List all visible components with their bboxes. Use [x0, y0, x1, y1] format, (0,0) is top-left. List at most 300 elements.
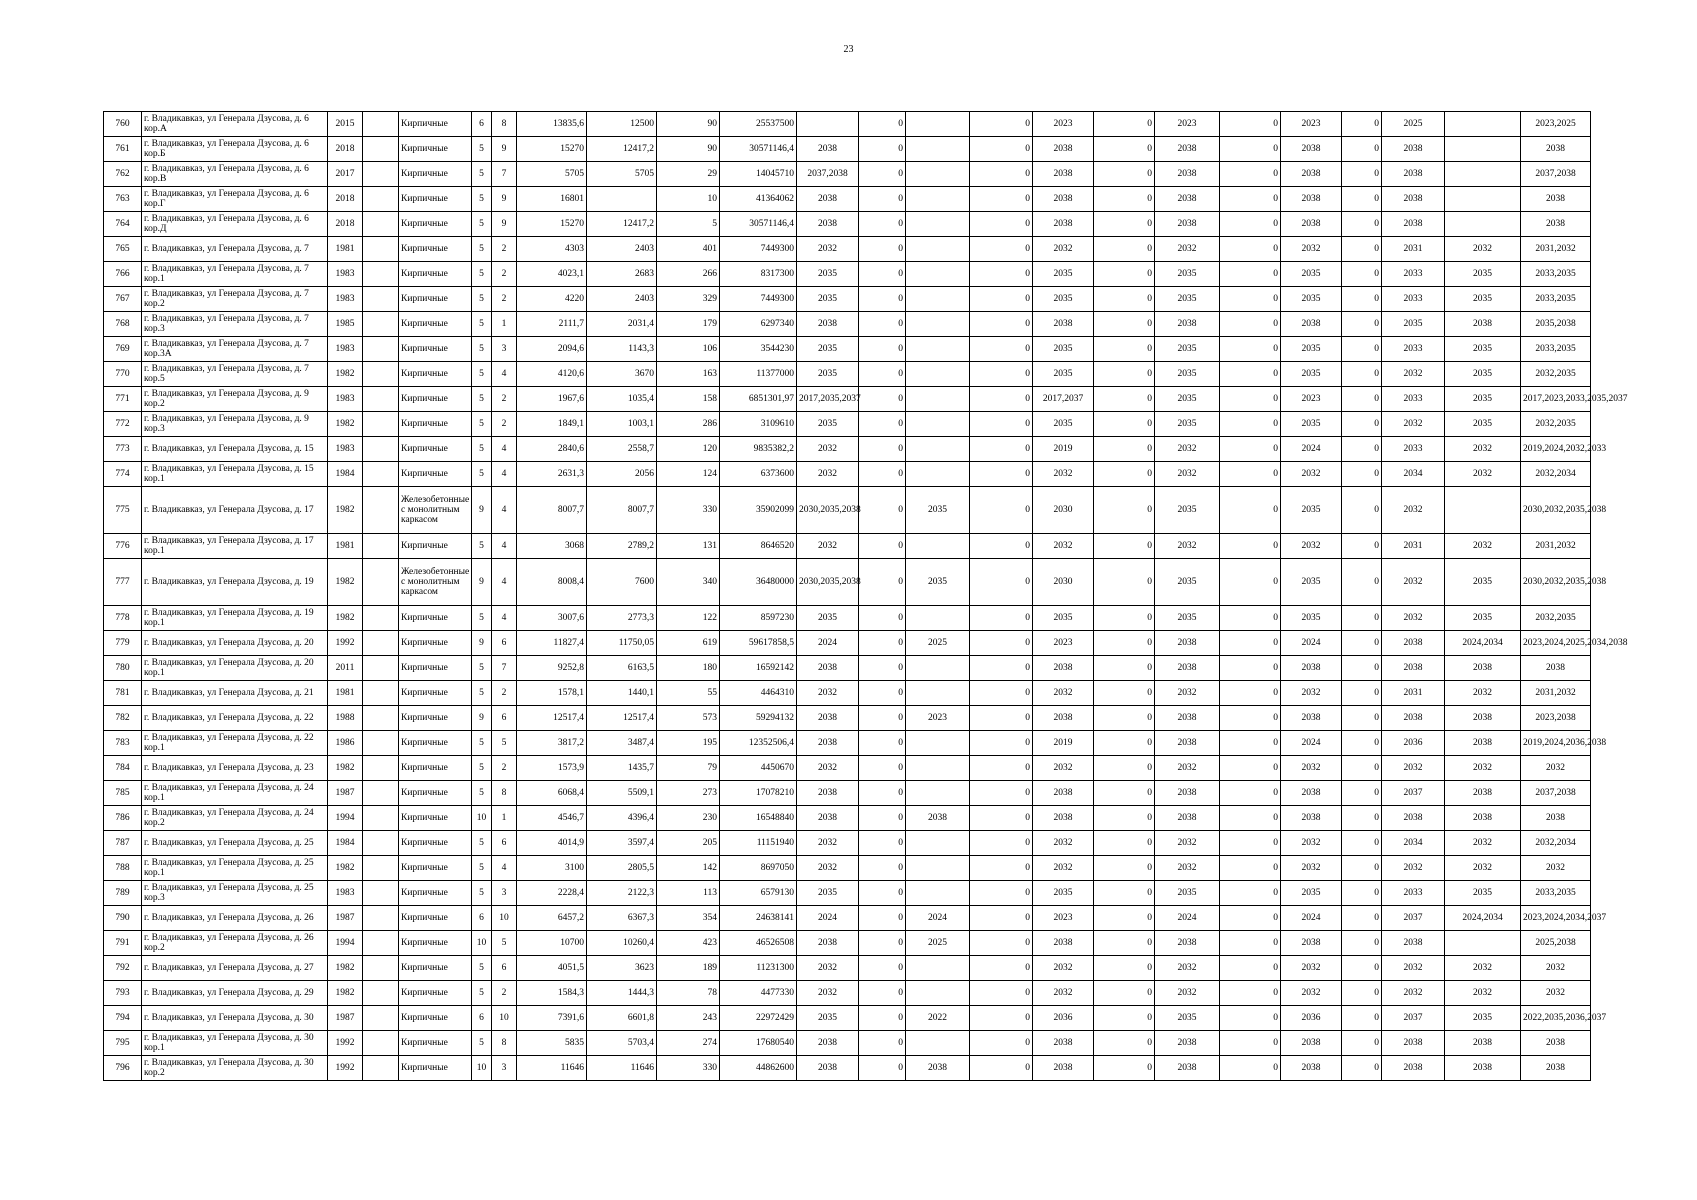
cell-residents: 124 [657, 462, 720, 487]
cell-col22: 2038 [1445, 706, 1521, 731]
cell-col17: 2038 [1155, 806, 1220, 831]
cell-area-living: 2031,4 [587, 312, 657, 337]
cell-row-number: 786 [104, 806, 142, 831]
cell-col12: 0 [859, 781, 906, 806]
cell-col19: 2038 [1281, 162, 1342, 187]
cell-col3 [363, 287, 399, 312]
cell-wall-material: Кирпичные [399, 981, 472, 1006]
cell-col17: 2023 [1155, 112, 1220, 137]
cell-row-number: 767 [104, 287, 142, 312]
cell-area-total: 1573,9 [517, 756, 587, 781]
cell-col16: 0 [1094, 312, 1155, 337]
cell-year-built: 1982 [328, 756, 363, 781]
cell-year-built: 1981 [328, 237, 363, 262]
cell-col22: 2035 [1445, 559, 1521, 606]
cell-row-number: 782 [104, 706, 142, 731]
cell-address: г. Владикавказ, ул Генерала Дзусова, д. 25 кор.1 [142, 856, 328, 881]
cell-floors: 6 [472, 906, 492, 931]
table-row [104, 781, 1591, 806]
cell-col11: 2038 [797, 931, 859, 956]
cell-col18: 0 [1220, 831, 1281, 856]
cell-col21: 2038 [1382, 706, 1445, 731]
cell-col22: 2032 [1445, 237, 1521, 262]
cell-entrances: 2 [492, 412, 517, 437]
cell-address: г. Владикавказ, ул Генерала Дзусова, д. 17 кор.1 [142, 534, 328, 559]
cell-col18: 0 [1220, 706, 1281, 731]
cell-col14: 0 [970, 312, 1033, 337]
table-row [104, 212, 1591, 237]
cell-col12: 0 [859, 731, 906, 756]
cell-area-living: 1444,3 [587, 981, 657, 1006]
cell-cost: 16548840 [720, 806, 797, 831]
cell-col15: 2023 [1033, 112, 1094, 137]
cell-address: г. Владикавказ, ул Генерала Дзусова, д. 30 кор.1 [142, 1031, 328, 1056]
cell-col11: 2030,2035,2038 [797, 559, 859, 606]
cell-entrances: 3 [492, 881, 517, 906]
cell-col11: 2032 [797, 981, 859, 1006]
cell-col17: 2035 [1155, 412, 1220, 437]
cell-col14: 0 [970, 731, 1033, 756]
cell-col15: 2038 [1033, 781, 1094, 806]
cell-floors: 5 [472, 1031, 492, 1056]
cell-wall-material: Кирпичные [399, 162, 472, 187]
cell-col13 [906, 112, 970, 137]
cell-area-total: 2631,3 [517, 462, 587, 487]
cell-col18: 0 [1220, 312, 1281, 337]
cell-col11: 2038 [797, 137, 859, 162]
cell-cost: 14045710 [720, 162, 797, 187]
cell-col21: 2032 [1382, 362, 1445, 387]
cell-col13: 2024 [906, 906, 970, 931]
cell-col21: 2038 [1382, 212, 1445, 237]
cell-col18: 0 [1220, 656, 1281, 681]
cell-col23: 2038 [1521, 1031, 1591, 1056]
cell-col15: 2038 [1033, 656, 1094, 681]
cell-row-number: 772 [104, 412, 142, 437]
cell-address: г. Владикавказ, ул Генерала Дзусова, д. 22 кор.1 [142, 731, 328, 756]
cell-col3 [363, 112, 399, 137]
cell-address: г. Владикавказ, ул Генерала Дзусова, д. 7 кор.3А [142, 337, 328, 362]
cell-col16: 0 [1094, 462, 1155, 487]
cell-year-built: 1986 [328, 731, 363, 756]
table-row [104, 559, 1591, 606]
cell-col18: 0 [1220, 362, 1281, 387]
cell-col17: 2032 [1155, 534, 1220, 559]
table-row [104, 462, 1591, 487]
cell-col21: 2033 [1382, 262, 1445, 287]
cell-col12: 0 [859, 237, 906, 262]
cell-area-total: 3100 [517, 856, 587, 881]
cell-col11 [797, 112, 859, 137]
cell-col19: 2032 [1281, 237, 1342, 262]
cell-col22: 2038 [1445, 781, 1521, 806]
cell-col3 [363, 162, 399, 187]
cell-col20: 0 [1342, 831, 1382, 856]
cell-col14: 0 [970, 337, 1033, 362]
cell-col21: 2037 [1382, 906, 1445, 931]
cell-col19: 2038 [1281, 706, 1342, 731]
cell-col11: 2038 [797, 312, 859, 337]
cell-area-living [587, 187, 657, 212]
table-row [104, 956, 1591, 981]
cell-col3 [363, 956, 399, 981]
cell-wall-material: Кирпичные [399, 631, 472, 656]
cell-col18: 0 [1220, 412, 1281, 437]
cell-wall-material: Железобетонные с монолитным каркасом [399, 487, 472, 534]
cell-col15: 2038 [1033, 212, 1094, 237]
cell-col15: 2032 [1033, 956, 1094, 981]
cell-col19: 2032 [1281, 681, 1342, 706]
cell-col18: 0 [1220, 187, 1281, 212]
table-row [104, 731, 1591, 756]
cell-col11: 2032 [797, 831, 859, 856]
cell-wall-material: Кирпичные [399, 462, 472, 487]
cell-col21: 2036 [1382, 731, 1445, 756]
cell-col17: 2032 [1155, 831, 1220, 856]
table-row [104, 437, 1591, 462]
cell-cost: 12352506,4 [720, 731, 797, 756]
cell-year-built: 1981 [328, 681, 363, 706]
cell-col18: 0 [1220, 462, 1281, 487]
cell-col22: 2038 [1445, 312, 1521, 337]
table-row [104, 287, 1591, 312]
cell-residents: 195 [657, 731, 720, 756]
cell-area-living: 4396,4 [587, 806, 657, 831]
cell-address: г. Владикавказ, ул Генерала Дзусова, д. 24 кор.1 [142, 781, 328, 806]
cell-col19: 2032 [1281, 856, 1342, 881]
cell-col23: 2032,2035 [1521, 362, 1591, 387]
cell-col3 [363, 881, 399, 906]
cell-entrances: 2 [492, 756, 517, 781]
cell-col16: 0 [1094, 731, 1155, 756]
cell-cost: 4464310 [720, 681, 797, 706]
cell-cost: 59294132 [720, 706, 797, 731]
cell-residents: 79 [657, 756, 720, 781]
cell-row-number: 778 [104, 606, 142, 631]
cell-col19: 2035 [1281, 881, 1342, 906]
cell-entrances: 4 [492, 362, 517, 387]
cell-cost: 4450670 [720, 756, 797, 781]
cell-year-built: 1983 [328, 387, 363, 412]
cell-col14: 0 [970, 856, 1033, 881]
cell-entrances: 2 [492, 387, 517, 412]
cell-col19: 2023 [1281, 112, 1342, 137]
cell-col22: 2038 [1445, 731, 1521, 756]
cell-area-total: 4120,6 [517, 362, 587, 387]
cell-area-total: 2094,6 [517, 337, 587, 362]
cell-col18: 0 [1220, 262, 1281, 287]
cell-col16: 0 [1094, 212, 1155, 237]
cell-entrances: 4 [492, 559, 517, 606]
cell-col17: 2035 [1155, 337, 1220, 362]
cell-col13: 2023 [906, 706, 970, 731]
cell-residents: 90 [657, 137, 720, 162]
cell-row-number: 765 [104, 237, 142, 262]
cell-year-built: 1992 [328, 1031, 363, 1056]
cell-col3 [363, 806, 399, 831]
cell-year-built: 1982 [328, 856, 363, 881]
cell-col22: 2038 [1445, 1056, 1521, 1081]
cell-col17: 2038 [1155, 1031, 1220, 1056]
cell-wall-material: Кирпичные [399, 137, 472, 162]
cell-col13: 2025 [906, 931, 970, 956]
cell-col14: 0 [970, 559, 1033, 606]
cell-col15: 2038 [1033, 806, 1094, 831]
cell-floors: 5 [472, 412, 492, 437]
cell-entrances: 10 [492, 906, 517, 931]
cell-row-number: 764 [104, 212, 142, 237]
table-row [104, 262, 1591, 287]
cell-col23: 2023,2024,2025,2034,2038 [1521, 631, 1591, 656]
cell-row-number: 783 [104, 731, 142, 756]
cell-col23: 2032 [1521, 956, 1591, 981]
cell-floors: 5 [472, 212, 492, 237]
cell-row-number: 796 [104, 1056, 142, 1081]
cell-col13 [906, 781, 970, 806]
cell-col23: 2038 [1521, 1056, 1591, 1081]
cell-col23: 2025,2038 [1521, 931, 1591, 956]
cell-col17: 2032 [1155, 756, 1220, 781]
cell-col14: 0 [970, 656, 1033, 681]
cell-col15: 2030 [1033, 559, 1094, 606]
cell-col23: 2030,2032,2035,2038 [1521, 487, 1591, 534]
cell-floors: 5 [472, 856, 492, 881]
cell-col18: 0 [1220, 806, 1281, 831]
cell-area-total: 4220 [517, 287, 587, 312]
cell-col23: 2023,2024,2034,2037 [1521, 906, 1591, 931]
cell-col3 [363, 462, 399, 487]
cell-col13 [906, 606, 970, 631]
cell-col19: 2032 [1281, 756, 1342, 781]
cell-area-living: 2056 [587, 462, 657, 487]
cell-col23: 2019,2024,2032,2033 [1521, 437, 1591, 462]
cell-col13: 2035 [906, 487, 970, 534]
cell-row-number: 766 [104, 262, 142, 287]
cell-col11: 2017,2035,2037 [797, 387, 859, 412]
cell-col22: 2035 [1445, 387, 1521, 412]
cell-wall-material: Кирпичные [399, 187, 472, 212]
cell-area-total: 5835 [517, 1031, 587, 1056]
cell-col13 [906, 856, 970, 881]
cell-col16: 0 [1094, 337, 1155, 362]
cell-col14: 0 [970, 262, 1033, 287]
cell-col14: 0 [970, 362, 1033, 387]
cell-col18: 0 [1220, 534, 1281, 559]
cell-row-number: 760 [104, 112, 142, 137]
cell-row-number: 770 [104, 362, 142, 387]
cell-col20: 0 [1342, 462, 1382, 487]
cell-col12: 0 [859, 831, 906, 856]
cell-col17: 2038 [1155, 162, 1220, 187]
cell-row-number: 787 [104, 831, 142, 856]
cell-floors: 5 [472, 681, 492, 706]
cell-col17: 2035 [1155, 262, 1220, 287]
cell-wall-material: Кирпичные [399, 1056, 472, 1081]
cell-col21: 2033 [1382, 387, 1445, 412]
cell-wall-material: Кирпичные [399, 1031, 472, 1056]
cell-col13 [906, 956, 970, 981]
cell-col17: 2038 [1155, 706, 1220, 731]
cell-floors: 5 [472, 462, 492, 487]
cell-year-built: 1983 [328, 262, 363, 287]
cell-col3 [363, 559, 399, 606]
cell-floors: 10 [472, 806, 492, 831]
cell-col16: 0 [1094, 706, 1155, 731]
cell-col21: 2038 [1382, 931, 1445, 956]
cell-area-total: 4023,1 [517, 262, 587, 287]
cell-col18: 0 [1220, 1056, 1281, 1081]
cell-col17: 2035 [1155, 387, 1220, 412]
cell-col23: 2032 [1521, 981, 1591, 1006]
cell-area-total: 4014,9 [517, 831, 587, 856]
cell-col23: 2038 [1521, 806, 1591, 831]
cell-col21: 2031 [1382, 237, 1445, 262]
cell-entrances: 7 [492, 162, 517, 187]
cell-col12: 0 [859, 881, 906, 906]
cell-cost: 17680540 [720, 1031, 797, 1056]
cell-row-number: 791 [104, 931, 142, 956]
cell-col22 [1445, 931, 1521, 956]
cell-entrances: 8 [492, 112, 517, 137]
cell-col15: 2035 [1033, 262, 1094, 287]
table-row [104, 1056, 1591, 1081]
cell-entrances: 2 [492, 981, 517, 1006]
cell-floors: 5 [472, 956, 492, 981]
cell-year-built: 1982 [328, 956, 363, 981]
cell-entrances: 4 [492, 487, 517, 534]
cell-cost: 24638141 [720, 906, 797, 931]
cell-col11: 2035 [797, 1006, 859, 1031]
cell-col14: 0 [970, 981, 1033, 1006]
cell-area-total: 10700 [517, 931, 587, 956]
cell-area-living: 3597,4 [587, 831, 657, 856]
cell-col23: 2033,2035 [1521, 262, 1591, 287]
cell-area-total: 7391,6 [517, 1006, 587, 1031]
cell-entrances: 5 [492, 931, 517, 956]
cell-col21: 2032 [1382, 606, 1445, 631]
cell-col13 [906, 162, 970, 187]
cell-col19: 2032 [1281, 981, 1342, 1006]
cell-col19: 2038 [1281, 656, 1342, 681]
cell-col15: 2032 [1033, 237, 1094, 262]
cell-year-built: 1987 [328, 781, 363, 806]
cell-row-number: 784 [104, 756, 142, 781]
table-row [104, 337, 1591, 362]
cell-address: г. Владикавказ, ул Генерала Дзусова, д. 15 [142, 437, 328, 462]
table-row [104, 1031, 1591, 1056]
cell-floors: 5 [472, 387, 492, 412]
cell-address: г. Владикавказ, ул Генерала Дзусова, д. 30 [142, 1006, 328, 1031]
cell-col19: 2038 [1281, 1031, 1342, 1056]
cell-floors: 5 [472, 831, 492, 856]
cell-col19: 2035 [1281, 337, 1342, 362]
cell-col21: 2038 [1382, 806, 1445, 831]
cell-floors: 9 [472, 706, 492, 731]
cell-address: г. Владикавказ, ул Генерала Дзусова, д. 24 кор.2 [142, 806, 328, 831]
cell-col20: 0 [1342, 781, 1382, 806]
cell-residents: 5 [657, 212, 720, 237]
cell-year-built: 1982 [328, 606, 363, 631]
cell-col13 [906, 462, 970, 487]
cell-col14: 0 [970, 387, 1033, 412]
cell-entrances: 4 [492, 437, 517, 462]
housing-registry-table [103, 111, 1628, 1081]
cell-address: г. Владикавказ, ул Генерала Дзусова, д. 7 [142, 237, 328, 262]
cell-col16: 0 [1094, 1006, 1155, 1031]
table-row [104, 806, 1591, 831]
cell-col22: 2032 [1445, 462, 1521, 487]
cell-col21: 2038 [1382, 1031, 1445, 1056]
cell-wall-material: Кирпичные [399, 956, 472, 981]
cell-col15: 2036 [1033, 1006, 1094, 1031]
cell-col11: 2035 [797, 262, 859, 287]
cell-address: г. Владикавказ, ул Генерала Дзусова, д. 9 кор.3 [142, 412, 328, 437]
cell-residents: 113 [657, 881, 720, 906]
cell-area-total: 1578,1 [517, 681, 587, 706]
cell-cost: 8697050 [720, 856, 797, 881]
cell-wall-material: Кирпичные [399, 856, 472, 881]
cell-row-number: 788 [104, 856, 142, 881]
cell-col12: 0 [859, 287, 906, 312]
cell-area-living: 12417,2 [587, 212, 657, 237]
cell-col21: 2037 [1382, 781, 1445, 806]
cell-col14: 0 [970, 112, 1033, 137]
cell-col16: 0 [1094, 881, 1155, 906]
cell-col13 [906, 137, 970, 162]
table-row [104, 981, 1591, 1006]
cell-wall-material: Кирпичные [399, 312, 472, 337]
cell-wall-material: Кирпичные [399, 706, 472, 731]
cell-col14: 0 [970, 487, 1033, 534]
cell-col14: 0 [970, 287, 1033, 312]
cell-col18: 0 [1220, 559, 1281, 606]
cell-col3 [363, 781, 399, 806]
cell-col22: 2024,2034 [1445, 906, 1521, 931]
cell-entrances: 10 [492, 1006, 517, 1031]
cell-col11: 2032 [797, 437, 859, 462]
cell-col22: 2038 [1445, 806, 1521, 831]
cell-col23: 2022,2035,2036,2037 [1521, 1006, 1591, 1031]
cell-area-living: 7600 [587, 559, 657, 606]
cell-col16: 0 [1094, 631, 1155, 656]
cell-residents: 423 [657, 931, 720, 956]
cell-col19: 2024 [1281, 631, 1342, 656]
cell-row-number: 795 [104, 1031, 142, 1056]
cell-cost: 8317300 [720, 262, 797, 287]
cell-col11: 2024 [797, 906, 859, 931]
cell-floors: 10 [472, 931, 492, 956]
cell-col23: 2031,2032 [1521, 681, 1591, 706]
cell-address: г. Владикавказ, ул Генерала Дзусова, д. 30 кор.2 [142, 1056, 328, 1081]
cell-col15: 2030 [1033, 487, 1094, 534]
cell-col16: 0 [1094, 831, 1155, 856]
cell-col20: 0 [1342, 881, 1382, 906]
cell-col23: 2032,2035 [1521, 606, 1591, 631]
cell-floors: 5 [472, 656, 492, 681]
cell-year-built: 2018 [328, 187, 363, 212]
cell-year-built: 1981 [328, 534, 363, 559]
cell-area-total: 13835,6 [517, 112, 587, 137]
cell-col16: 0 [1094, 412, 1155, 437]
cell-row-number: 774 [104, 462, 142, 487]
cell-residents: 273 [657, 781, 720, 806]
cell-col17: 2032 [1155, 437, 1220, 462]
cell-col15: 2035 [1033, 362, 1094, 387]
table-row [104, 681, 1591, 706]
cell-col12: 0 [859, 956, 906, 981]
cell-col3 [363, 906, 399, 931]
cell-col11: 2038 [797, 781, 859, 806]
